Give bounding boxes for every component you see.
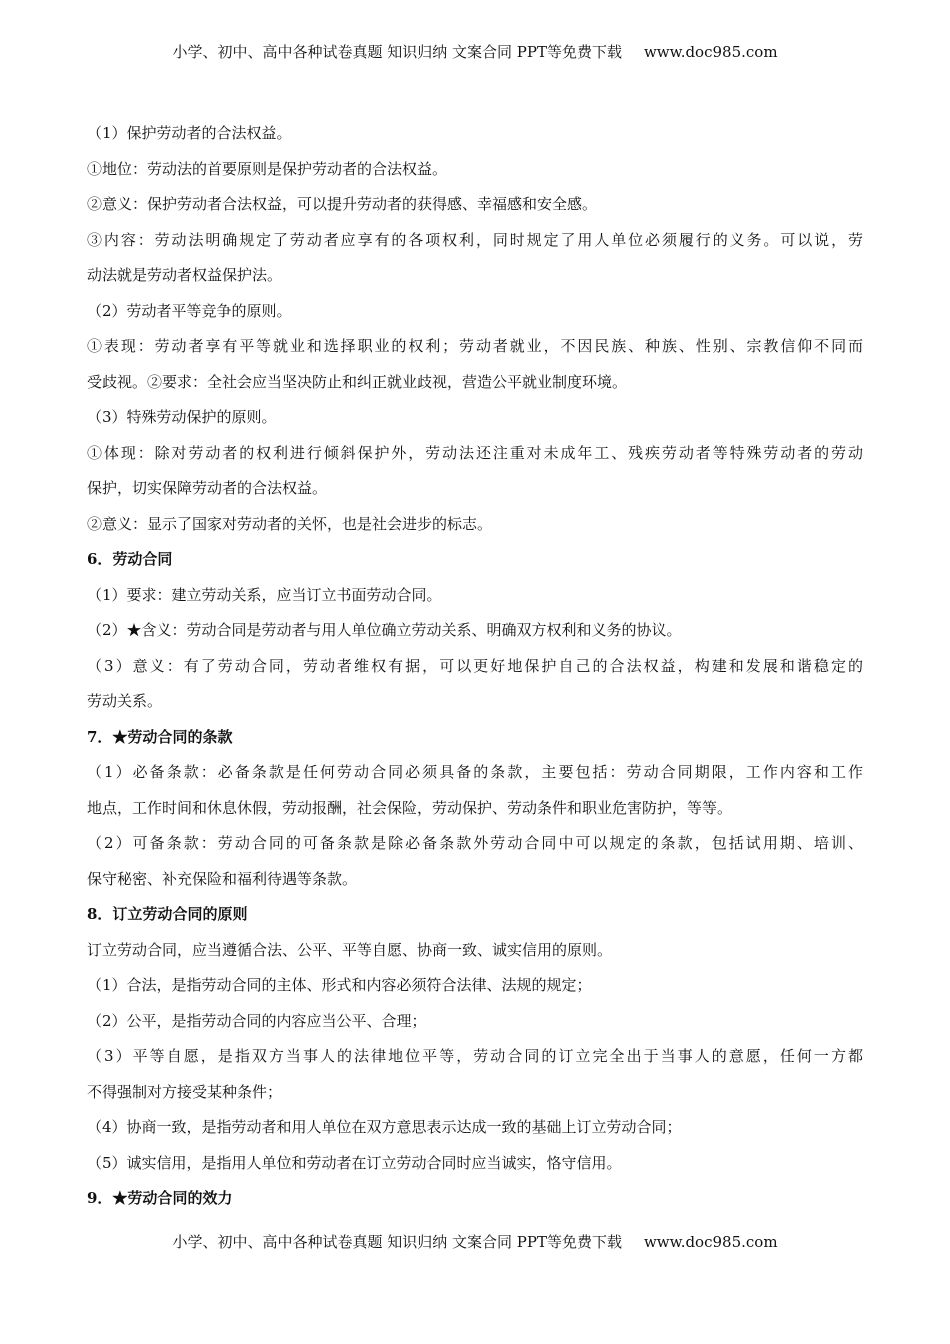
paragraph-line: 动法就是劳动者权益保护法。 [87, 266, 283, 284]
paragraph-line: （3）意义：有了劳动合同，劳动者维权有据，可以更好地保护自己的合法权益，构建和发展和谐稳定的 [87, 656, 863, 675]
section-heading-9: 9．★劳动合同的效力 [87, 1189, 233, 1207]
paragraph-line: ①地位：劳动法的首要原则是保护劳动者的合法权益。 [87, 159, 448, 178]
paragraph-line: 地点，工作时间和休息休假，劳动报酬，社会保险，劳动保护、劳动条件和职业危害防护，等等。 [87, 798, 733, 817]
document-body [87, 116, 863, 1217]
subheading-special-protection: （3）特殊劳动保护的原则。 [87, 408, 277, 426]
subheading-protect-rights: （1）保护劳动者的合法权益。 [87, 124, 292, 142]
paragraph-line: ②意义：保护劳动者合法权益，可以提升劳动者的获得感、幸福感和安全感。 [87, 195, 598, 213]
paragraph-line: （1）必备条款：必备条款是任何劳动合同必须具备的条款，主要包括：劳动合同期限，工作内容和工作 [87, 763, 863, 781]
section-heading-7: 7．★劳动合同的条款 [87, 727, 233, 746]
paragraph-line: ②意义：显示了国家对劳动者的关怀，也是社会进步的标志。 [87, 514, 493, 533]
paragraph-line: （3）平等自愿，是指双方当事人的法律地位平等，劳动合同的订立完全出于当事人的意愿，任何一方都 [87, 1047, 863, 1065]
footer-url[interactable]: www.doc985.com [643, 1233, 778, 1251]
footer-text: 小学、初中、高中各种试卷真题 知识归纳 文案合同 PPT等免费下载 [172, 1233, 622, 1251]
subheading-equal-competition: （2）劳动者平等竞争的原则。 [87, 301, 292, 320]
paragraph-line: 不得强制对方接受某种条件； [87, 1082, 283, 1101]
paragraph-line: 订立劳动合同，应当遵循合法、公平、平等自愿、协商一致、诚实信用的原则。 [87, 940, 613, 959]
paragraph-line: 保护，切实保障劳动者的合法权益。 [87, 479, 328, 497]
paragraph-line: （2）★含义：劳动合同是劳动者与用人单位确立劳动关系、明确双方权利和义务的协议。 [87, 621, 682, 639]
paragraph-line: （4）协商一致，是指劳动者和用人单位在双方意思表示达成一致的基础上订立劳动合同； [87, 1118, 682, 1136]
paragraph-line: 受歧视。②要求：全社会应当坚决防止和纠正就业歧视，营造公平就业制度环境。 [87, 372, 628, 391]
paragraph-line: 保守秘密、补充保险和福利待遇等条款。 [87, 869, 358, 888]
paragraph-line: ①表现：劳动者享有平等就业和选择职业的权利；劳动者就业，不因民族、种族、性别、宗教信仰不同而 [87, 337, 863, 355]
page-header [0, 41, 950, 62]
paragraph-line: ①体现：除对劳动者的权利进行倾斜保护外，劳动法还注重对未成年工、残疾劳动者等特殊劳动者的劳动 [87, 443, 863, 462]
paragraph-line: （5）诚实信用，是指用人单位和劳动者在订立劳动合同时应当诚实，恪守信用。 [87, 1153, 622, 1172]
page-footer [0, 1231, 950, 1252]
header-url[interactable]: www.doc985.com [643, 43, 778, 61]
paragraph-line: ③内容：劳动法明确规定了劳动者应享有的各项权利，同时规定了用人单位必须履行的义务。可以说，劳 [87, 230, 863, 249]
paragraph-line: （1）要求：建立劳动关系，应当订立书面劳动合同。 [87, 585, 442, 604]
paragraph-line: （2）可备条款：劳动合同的可备条款是除必备条款外劳动合同中可以规定的条款，包括试用期、培训、 [87, 834, 863, 852]
header-text: 小学、初中、高中各种试卷真题 知识归纳 文案合同 PPT等免费下载 [172, 43, 622, 61]
section-heading-6: 6．劳动合同 [87, 550, 173, 568]
paragraph-line: （2）公平，是指劳动合同的内容应当公平、合理； [87, 1011, 427, 1030]
paragraph-line: 劳动关系。 [87, 692, 163, 710]
section-heading-8: 8．订立劳动合同的原则 [87, 905, 248, 923]
paragraph-line: （1）合法，是指劳动合同的主体、形式和内容必须符合法律、法规的规定； [87, 976, 592, 994]
